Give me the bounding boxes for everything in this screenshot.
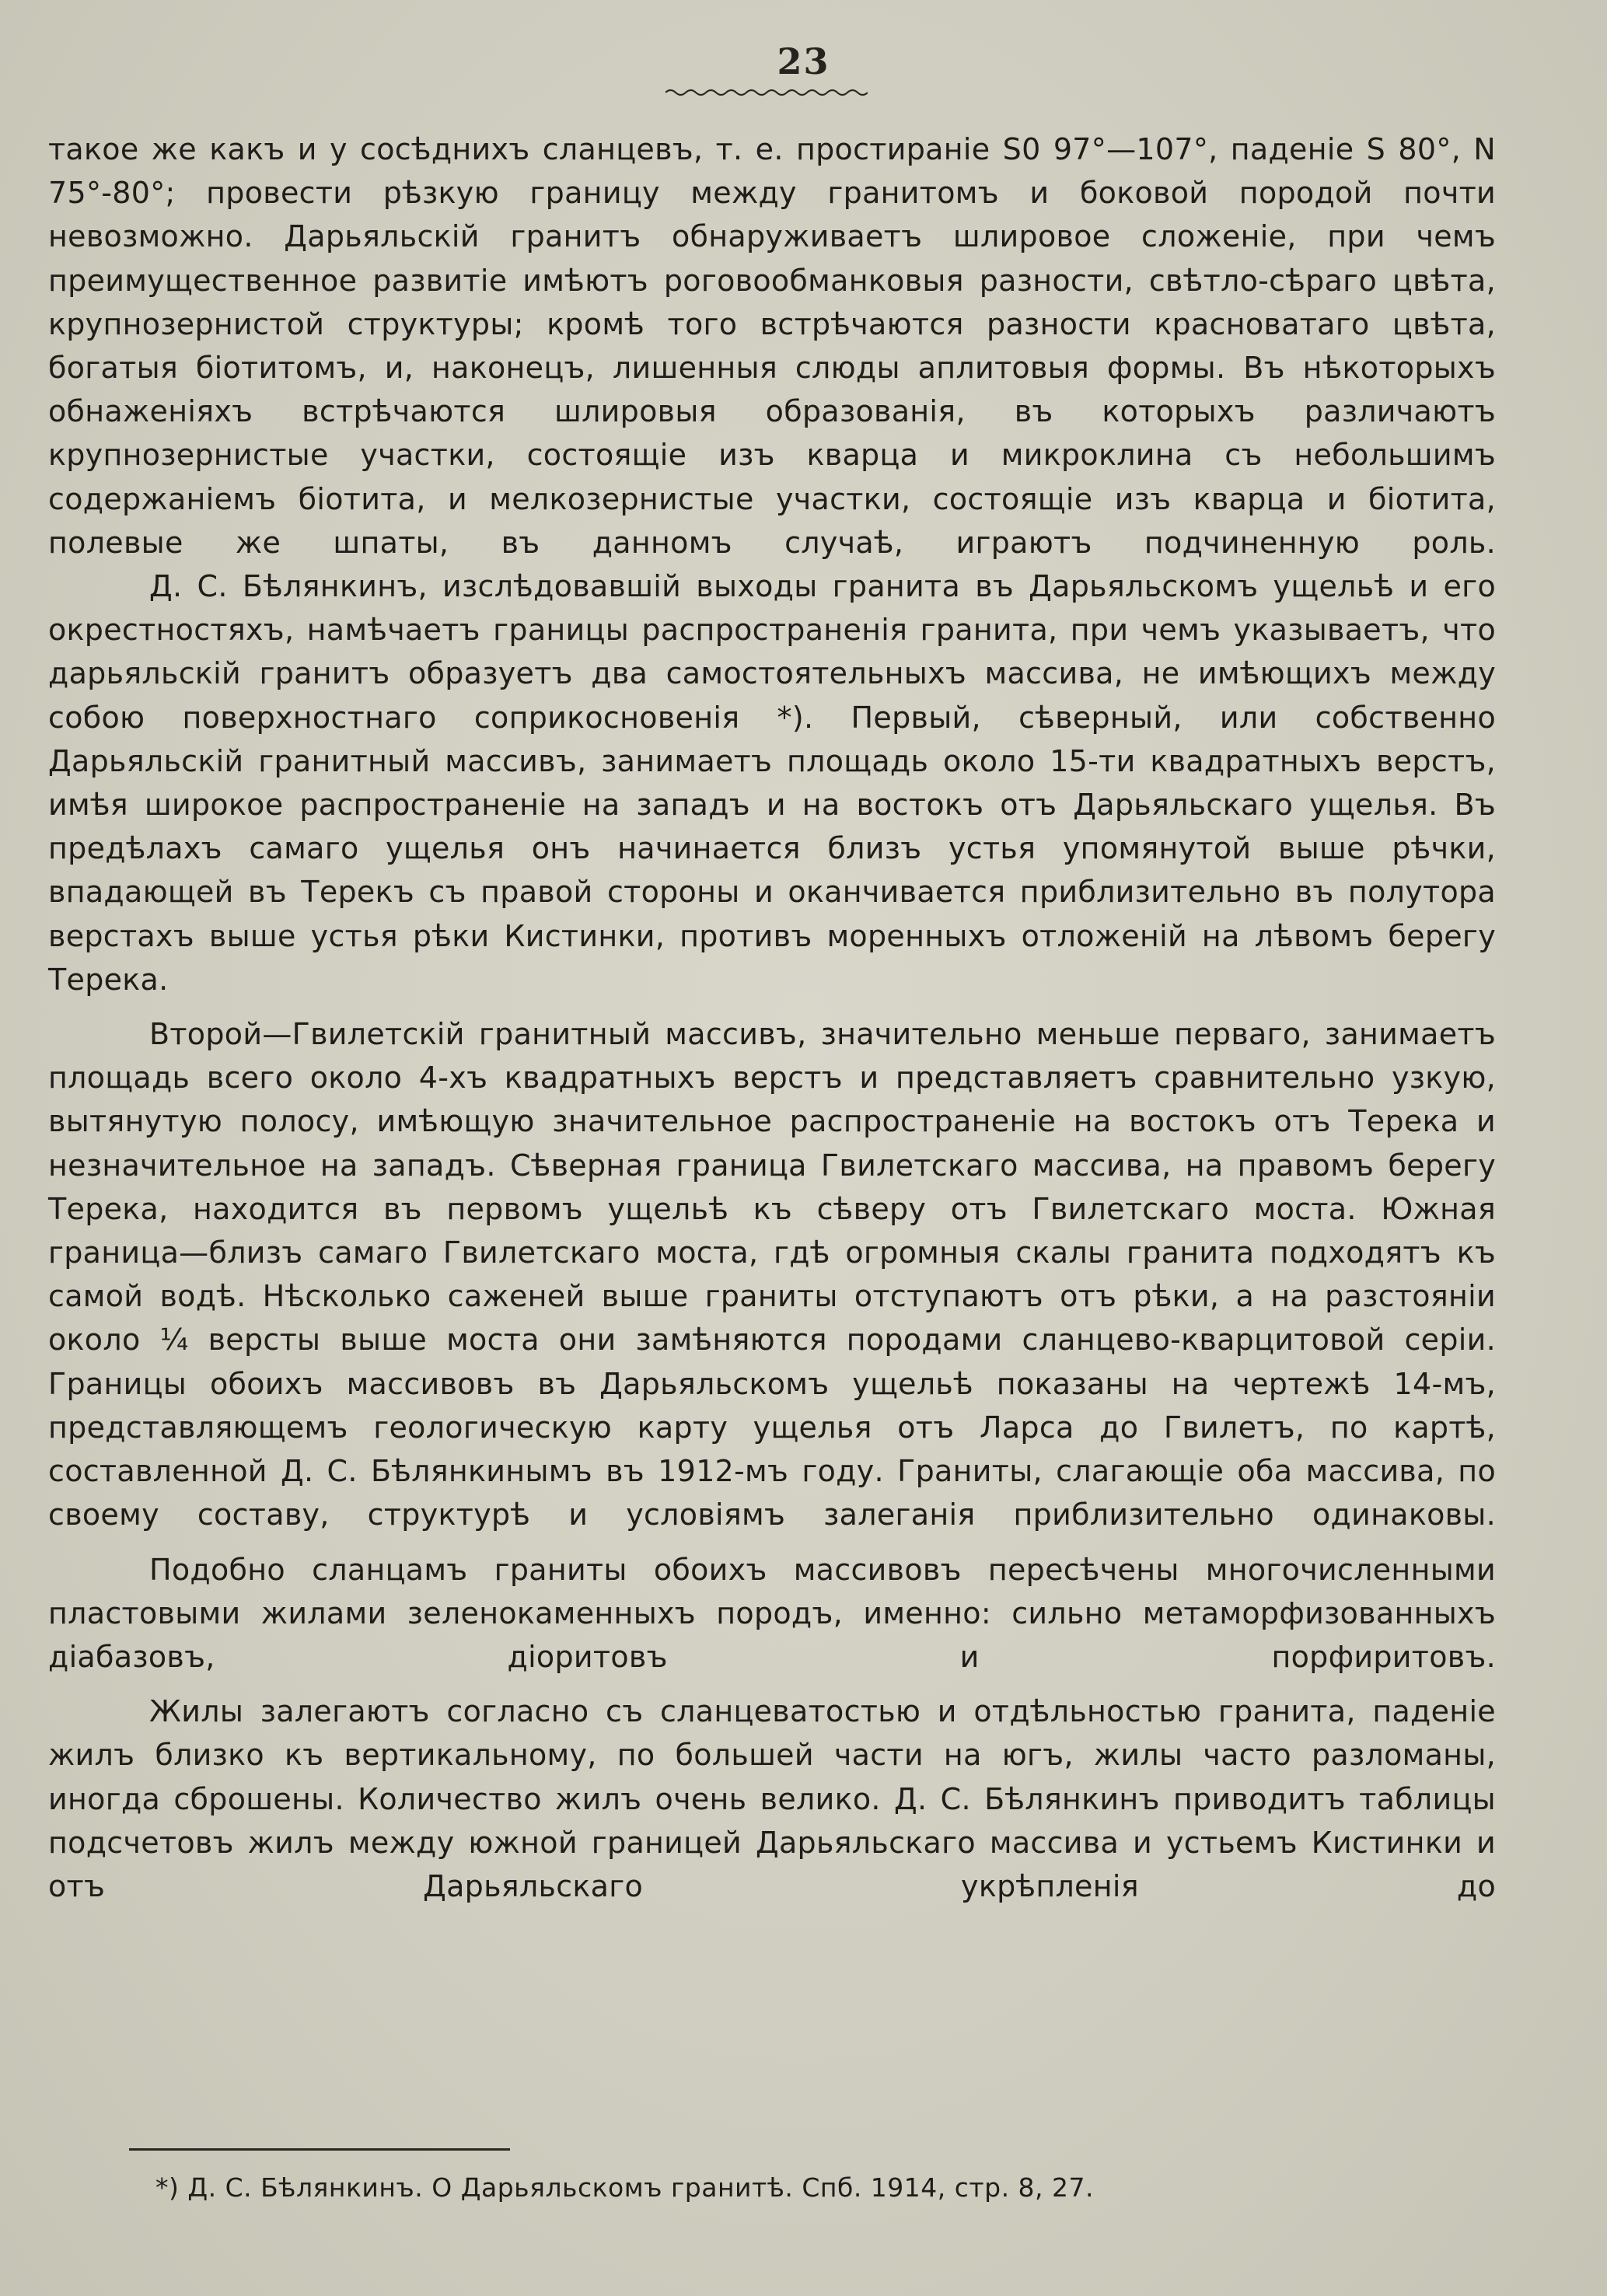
paragraph-2: Д. С. Бѣлянкинъ, изслѣдовавшій выходы гранита въ Дарьяльскомъ ущельѣ и его окрестностяхъ, намѣчаетъ границы распространенія гранита, при чемъ указываетъ, что дарьяльскій гранитъ образуетъ два самостоятельныхъ массива, не имѣющихъ между собою поверхностнаго соприкосновенія *). Первый, сѣверный, или собственно Дарьяльскій гранитный массивъ, занимаетъ площадь около 15-ти квадратныхъ верстъ, имѣя широкое распространеніе на западъ и на востокъ отъ Дарьяльскаго ущелья. Въ предѣлахъ самаго ущелья онъ начинается близъ устья упомянутой выше рѣчки, впадающей въ Терекъ съ правой стороны и оканчивается приблизительно въ полутора верстахъ выше устья рѣки Кистинки, противъ моренныхъ отложеній на лѣвомъ берегу Терека. [48, 569, 1496, 997]
paragraph-4: Подобно сланцамъ граниты обоихъ массивовъ пересѣчены многочисленными пластовыми жилами зеленокаменныхъ породъ, именно: сильно метаморфизованныхъ діабазовъ, діоритовъ и порфиритовъ. [48, 1552, 1496, 1674]
footnote-divider [129, 2148, 510, 2151]
paragraph-3: Второй—Гвилетскій гранитный массивъ, значительно меньше перваго, занимаетъ площадь всего около 4-хъ квадратныхъ верстъ и представляетъ сравнительно узкую, вытянутую полосу, имѣющую значительное распространеніе на востокъ отъ Терека и незначительное на западъ. Сѣверная граница Гвилетскаго массива, на правомъ берегу Терека, находится въ первомъ ущельѣ къ сѣверу отъ Гвилетскаго моста. Южная граница—близъ самаго Гвилетскаго моста, гдѣ огромныя скалы гранита подходятъ къ самой водѣ. Нѣсколько саженей выше граниты отступаютъ отъ рѣки, а на разстояніи около ¼ версты выше моста они замѣняются породами сланцево-кварцитовой серіи. Границы обоихъ массивовъ въ Дарьяльскомъ ущельѣ показаны на чертежѣ 14-мъ, представляющемъ геологическую карту ущелья отъ Ларса до Гвилетъ, по картѣ, составленной Д. С. Бѣлянкинымъ въ 1912-мъ году. Граниты, слагающіе оба массива, по своему составу, структурѣ и условіямъ залеганія приблизительно одинаковы. [48, 1017, 1496, 1532]
page-number: 23 [777, 40, 830, 82]
paragraph-1: такое же какъ и у сосѣднихъ сланцевъ, т. е. простираніе S0 97°—107°, паденіе S 80°, N 75°-80°; провести рѣзкую границу между гранитомъ и боковой породой почти невозможно. Дарьяльскій гранитъ обнаруживаетъ шлировое сложеніе, при чемъ преимущественное развитіе имѣютъ роговообманковыя разности, свѣтло-сѣраго цвѣта, крупнозернистой структуры; кромѣ того встрѣчаются разности красноватаго цвѣта, богатыя біотитомъ, и, наконецъ, лишенныя слюды аплитовыя формы. Въ нѣкоторыхъ обнаженіяхъ встрѣчаются шлировыя образованія, въ которыхъ различаютъ крупнозернистые участки, состоящіе изъ кварца и микроклина съ небольшимъ содержаніемъ біотита, и мелкозернистые участки, состоящіе изъ кварца и біотита, полевые же шпаты, въ данномъ случаѣ, играютъ подчиненную роль. [48, 132, 1496, 560]
main-text [48, 128, 1496, 1908]
footnote: *) Д. С. Бѣлянкинъ. О Дарьяльскомъ гранитѣ. Спб. 1914, стр. 8, 27. [155, 2172, 1095, 2203]
paragraph-5: Жилы залегаютъ согласно съ сланцеватостью и отдѣльностью гранита, паденіе жилъ близко къ вертикальному, по большей части на югъ, жилы часто разломаны, иногда сброшены. Количество жилъ очень велико. Д. С. Бѣлянкинъ приводитъ таблицы подсчетовъ жилъ между южной границей Дарьяльскаго массива и устьемъ Кистинки и отъ Дарьяльскаго укрѣпленія до [48, 1694, 1496, 1903]
wavy-ornament-icon [666, 87, 868, 98]
